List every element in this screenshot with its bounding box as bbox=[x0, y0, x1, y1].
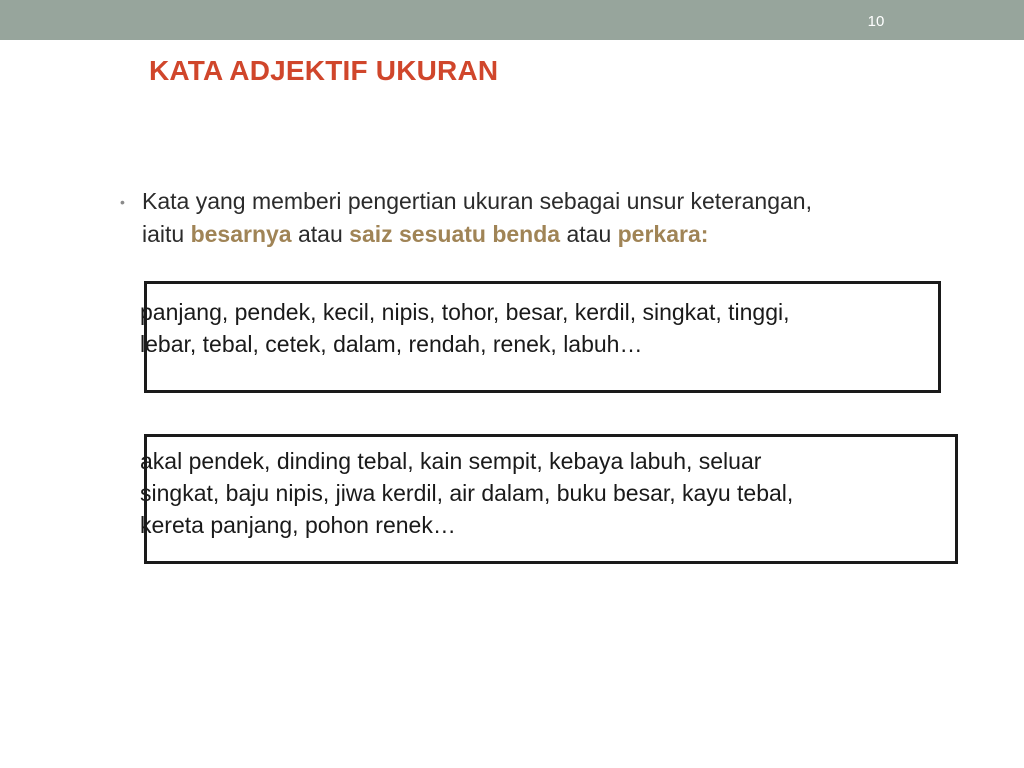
bullet-prefix: iaitu bbox=[142, 221, 191, 247]
adjective-list-text: panjang, pendek, kecil, nipis, tohor, besar, kerdil, singkat, tinggi, lebar, tebal, cetek, dalam, rendah, renek, labuh… bbox=[140, 299, 790, 357]
top-bar bbox=[0, 0, 1024, 40]
bullet-separator-1: atau bbox=[291, 221, 350, 247]
example-phrases-text: akal pendek, dinding tebal, kain sempit, kebaya labuh, seluar singkat, baju nipis, jiwa kerdil, air dalam, buku besar, kayu tebal, kereta panjang, pohon renek… bbox=[140, 448, 794, 538]
bullet-text bbox=[142, 185, 962, 251]
highlight-saiz-sesuatu-benda: saiz sesuatu benda bbox=[349, 221, 561, 247]
bullet-line-1: Kata yang memberi pengertian ukuran sebagai unsur keterangan, bbox=[142, 188, 812, 214]
slide-title: KATA ADJEKTIF UKURAN bbox=[149, 55, 499, 86]
slide-number: 10 bbox=[867, 13, 885, 30]
bullet-suffix: : bbox=[700, 221, 709, 247]
bullet-separator-2: atau bbox=[560, 221, 618, 247]
highlight-perkara: perkara bbox=[617, 221, 701, 247]
highlight-besarnya: besarnya bbox=[190, 221, 292, 247]
bullet-marker: • bbox=[120, 194, 125, 210]
